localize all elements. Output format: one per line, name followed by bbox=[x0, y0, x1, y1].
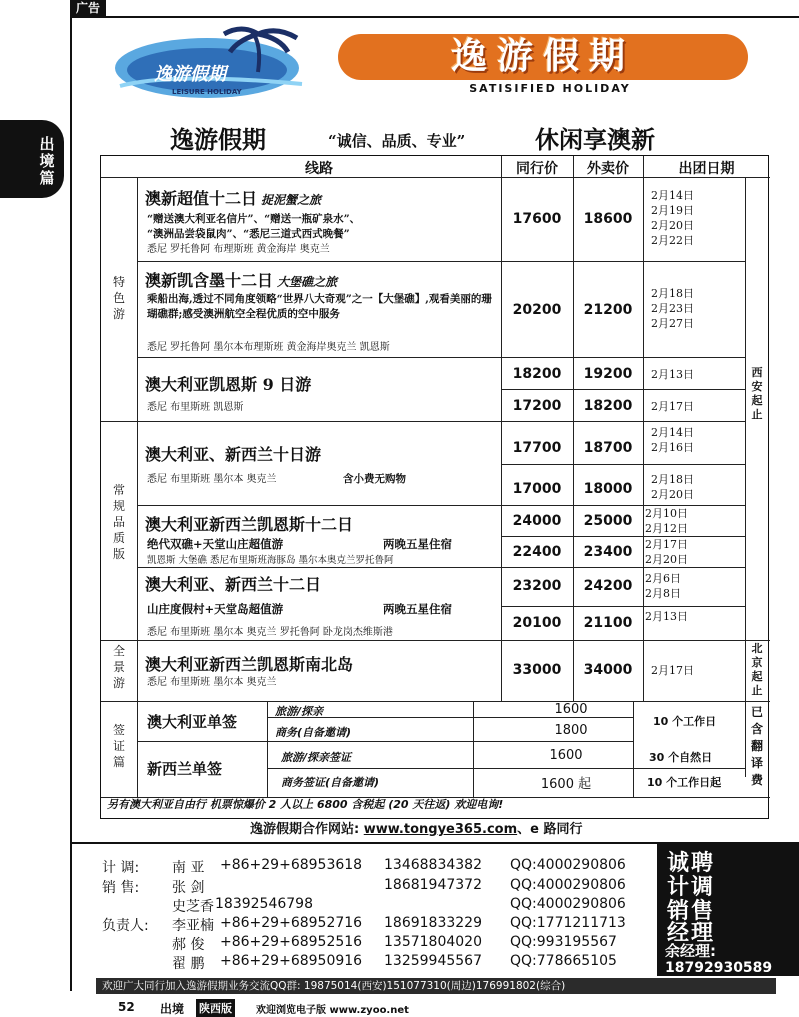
origin-char: 止 bbox=[751, 684, 763, 697]
contact-phone: +86+29+68952716 bbox=[220, 915, 363, 931]
category-label: 签证篇 bbox=[112, 723, 125, 769]
contact-role: 计 调: bbox=[102, 860, 140, 876]
route-title: 澳大利亚、新西兰十日游 bbox=[145, 445, 322, 464]
footer-promo: 欢迎浏览电子版 www.zyoo.net bbox=[256, 1005, 409, 1016]
departure-date: 2月13日 bbox=[645, 610, 688, 623]
route-highlight: 山庄度假村+天堂岛超值游 bbox=[147, 602, 284, 616]
contact-qq: QQ:778665105 bbox=[510, 953, 617, 969]
category-standard bbox=[101, 482, 137, 562]
route-hotel: 两晚五星住宿 bbox=[383, 537, 452, 551]
departure-date: 2月23日 bbox=[651, 302, 694, 315]
section-tab-char: 篇 bbox=[39, 169, 55, 187]
category-panorama bbox=[101, 643, 137, 691]
contact-name: 史芝香 bbox=[172, 899, 214, 915]
departure-date: 2月14日 bbox=[651, 426, 694, 439]
recruitment-box bbox=[657, 844, 799, 976]
route-cities: 凯恩斯 大堡礁 悉尼布里斯班海豚岛 墨尔本奥克兰罗托鲁阿 bbox=[147, 555, 394, 566]
origin-char: 止 bbox=[751, 408, 763, 421]
header-route: 线路 bbox=[305, 161, 333, 177]
peer-price: 22400 bbox=[512, 544, 562, 560]
peer-price: 20100 bbox=[512, 615, 562, 631]
departure-date: 2月20日 bbox=[651, 488, 694, 501]
origin-char: 安 bbox=[751, 380, 763, 393]
visa-time: 10 个工作日 bbox=[653, 715, 717, 728]
title-slogan: “诚信、品质、专业” bbox=[328, 132, 466, 150]
retail-price: 18600 bbox=[583, 211, 633, 227]
section-tab bbox=[0, 120, 64, 198]
website-link[interactable]: www.tongye365.com bbox=[363, 822, 518, 837]
retail-price: 18700 bbox=[583, 440, 633, 456]
top-rule bbox=[70, 16, 799, 18]
departure-dates bbox=[645, 537, 688, 567]
departure-date: 2月13日 bbox=[651, 368, 694, 381]
contact-name: 张 剑 bbox=[172, 880, 205, 896]
contact-name: 南 亚 bbox=[172, 860, 205, 876]
palm-logo bbox=[112, 24, 312, 102]
departure-date: 2月19日 bbox=[651, 204, 694, 217]
contact-phone: 18392546798 bbox=[215, 896, 313, 912]
origin-char: 起 bbox=[751, 670, 763, 683]
retail-price: 18000 bbox=[583, 481, 633, 497]
route-note: 含小费无购物 bbox=[343, 473, 406, 485]
visa-type: 商务(自备邀请) bbox=[275, 726, 352, 739]
note-char: 翻 bbox=[750, 739, 763, 753]
logo-left-text: 逸游假期 bbox=[154, 64, 226, 85]
retail-price: 25000 bbox=[583, 513, 633, 529]
retail-price: 24200 bbox=[583, 578, 633, 594]
recruit-line: 诚聘 bbox=[667, 851, 716, 876]
route-title bbox=[145, 186, 321, 209]
recruit-line: 经理 bbox=[667, 921, 716, 946]
route-subtitle: 捉泥蟹之旅 bbox=[261, 193, 322, 207]
departure-date: 2月12日 bbox=[645, 522, 688, 535]
route-cities: 悉尼 布里斯班 墨尔本 奥克兰 bbox=[147, 474, 277, 485]
visa-type: 商务签证(自备邀请) bbox=[281, 776, 380, 789]
departure-dates bbox=[651, 286, 694, 331]
departure-date: 2月27日 bbox=[651, 317, 694, 330]
title-subheading: 休闲享澳新 bbox=[535, 125, 655, 154]
route-title: 澳大利亚、新西兰十二日 bbox=[145, 575, 322, 594]
departure-date: 2月18日 bbox=[651, 473, 694, 486]
contact-phone: +86+29+68950916 bbox=[220, 953, 363, 969]
contact-mobile: 18691833229 bbox=[384, 915, 482, 931]
departure-date: 2月18日 bbox=[651, 287, 694, 300]
table-footnote: 另有澳大利亚自由行 机票惊爆价 2 人以上 6800 含税起 (20 天往返) 欢迎电询! bbox=[107, 798, 504, 811]
departure-date: 2月20日 bbox=[651, 219, 694, 232]
departure-date: 2月14日 bbox=[651, 189, 694, 202]
contact-qq: QQ:4000290806 bbox=[510, 896, 626, 912]
recruit-line: 销售 bbox=[667, 899, 716, 924]
route-title: 澳大利亚新西兰凯恩斯十二日 bbox=[145, 515, 354, 534]
departure-date: 2月22日 bbox=[651, 234, 694, 247]
contact-mobile: 18681947372 bbox=[384, 877, 482, 893]
header-peer-price: 同行价 bbox=[516, 161, 558, 177]
qq-group-strip: 欢迎广大同行加入逸游假期业务交流QQ群: 19875014(西安)151077310(周边)176991802(综合) bbox=[96, 978, 776, 994]
visa-type: 旅游/探亲签证 bbox=[281, 751, 352, 764]
origin-char: 西 bbox=[751, 366, 763, 379]
route-cities: 悉尼 罗托鲁阿 布理斯班 黄金海岸 奥克兰 bbox=[147, 244, 330, 255]
visa-price: 1600 起 bbox=[540, 777, 592, 792]
contact-phone: +86+29+68953618 bbox=[220, 857, 363, 873]
route-name: 澳新凯含墨十二日 bbox=[145, 271, 274, 290]
route-title bbox=[145, 268, 337, 291]
visa-price: 1600 bbox=[554, 702, 588, 717]
route-hotel: 两晚五星住宿 bbox=[383, 602, 452, 616]
route-cities: 悉尼 布里斯班 墨尔本 奥克兰 bbox=[147, 677, 277, 688]
category-label: 常规品质版 bbox=[112, 483, 125, 561]
visa-nz-label: 新西兰单签 bbox=[147, 760, 223, 778]
note-char: 已 bbox=[750, 705, 763, 719]
header-departure: 出团日期 bbox=[678, 161, 735, 177]
route-table bbox=[100, 155, 769, 819]
contact-role: 负责人: bbox=[102, 918, 149, 934]
category-visa bbox=[101, 722, 137, 770]
route-title: 澳大利亚新西兰凯恩斯南北岛 bbox=[145, 655, 354, 674]
contact-phone: +86+29+68952516 bbox=[220, 934, 363, 950]
retail-price: 21100 bbox=[583, 615, 633, 631]
departure-date: 2月17日 bbox=[651, 400, 694, 413]
peer-price: 24000 bbox=[512, 513, 562, 529]
contact-qq: QQ:4000290806 bbox=[510, 857, 626, 873]
note-char: 译 bbox=[750, 756, 763, 770]
departure-date: 2月17日 bbox=[645, 538, 688, 551]
edition-badge: 陕西版 bbox=[196, 999, 235, 1017]
peer-price: 17700 bbox=[512, 440, 562, 456]
note-char: 费 bbox=[750, 773, 763, 787]
contact-qq: QQ:4000290806 bbox=[510, 877, 626, 893]
route-cities: 悉尼 布里斯班 凯恩斯 bbox=[147, 402, 244, 413]
partner-website bbox=[250, 818, 582, 837]
brand-tagline: SATISIFIED HOLIDAY bbox=[469, 82, 631, 95]
section-tab-char: 出 bbox=[39, 135, 55, 153]
departure-dates bbox=[651, 472, 694, 502]
peer-price: 23200 bbox=[512, 578, 562, 594]
ad-tag: 广告 bbox=[70, 0, 106, 16]
footer-section: 出境 bbox=[160, 1002, 185, 1016]
route-highlight: 乘船出海,透过不同角度领略“世界八大奇观”之一【大堡礁】,观看美丽的珊瑚礁群;感受澳洲航空全程优质的空中服务 bbox=[147, 293, 492, 320]
category-label: 特色游 bbox=[112, 275, 125, 321]
visa-price: 1800 bbox=[554, 723, 588, 738]
page-number: 52 bbox=[118, 1000, 135, 1014]
retail-price: 19200 bbox=[583, 366, 633, 382]
contact-name: 李亚楠 bbox=[172, 918, 214, 934]
note-char: 含 bbox=[750, 722, 763, 736]
origin-char: 北 bbox=[751, 642, 763, 655]
retail-price: 23400 bbox=[583, 544, 633, 560]
visa-time: 30 个自然日 bbox=[649, 751, 713, 764]
peer-price: 17200 bbox=[512, 398, 562, 414]
retail-price: 34000 bbox=[583, 662, 633, 678]
route-cities: 悉尼 布里斯班 墨尔本 奥克兰 罗托鲁阿 卧龙岗杰维斯港 bbox=[147, 627, 393, 638]
website-suffix: 、e 路同行 bbox=[517, 822, 583, 837]
route-highlight: “澳洲品尝袋鼠肉”、“悉尼三道式西式晚餐” bbox=[147, 228, 350, 240]
departure-dates bbox=[651, 188, 694, 248]
recruit-manager: 余经理: bbox=[665, 942, 716, 960]
route-name: 澳新超值十二日 bbox=[145, 189, 258, 208]
origin-char: 起 bbox=[751, 394, 763, 407]
origin-beijing bbox=[749, 642, 765, 698]
departure-dates bbox=[645, 506, 688, 536]
left-rule bbox=[70, 16, 72, 991]
route-highlight: 绝代双礁+天堂山庄超值游 bbox=[147, 537, 284, 551]
visa-australia-label: 澳大利亚单签 bbox=[147, 713, 238, 731]
departure-dates bbox=[651, 425, 694, 455]
departure-date: 2月16日 bbox=[651, 441, 694, 454]
departure-dates bbox=[645, 571, 681, 601]
peer-price: 17600 bbox=[512, 211, 562, 227]
departure-date: 2月8日 bbox=[645, 587, 681, 600]
brand-logo: 逸游假期 bbox=[338, 34, 748, 80]
departure-date: 2月20日 bbox=[645, 553, 688, 566]
category-label: 全景游 bbox=[112, 644, 125, 690]
contact-mobile: 13571804020 bbox=[384, 934, 482, 950]
origin-char: 京 bbox=[751, 656, 763, 669]
category-featured bbox=[101, 274, 137, 322]
departure-date: 2月6日 bbox=[645, 572, 681, 585]
website-label: 逸游假期合作网站: bbox=[250, 822, 360, 837]
contact-role: 销 售: bbox=[102, 880, 140, 896]
origin-xian bbox=[749, 366, 765, 422]
header-retail-price: 外卖价 bbox=[587, 161, 629, 177]
retail-price: 18200 bbox=[583, 398, 633, 414]
contact-qq: QQ:1771211713 bbox=[510, 915, 626, 931]
contact-name: 翟 鹏 bbox=[172, 956, 205, 972]
contact-qq: QQ:993195567 bbox=[510, 934, 617, 950]
route-highlight: “赠送澳大利亚名信片”、“赠送一瓶矿泉水”、 bbox=[147, 213, 361, 225]
section-tab-char: 境 bbox=[39, 152, 55, 170]
route-cities: 悉尼 罗托鲁阿 墨尔本布理斯班 黄金海岸奥克兰 凯恩斯 bbox=[147, 342, 390, 353]
visa-time: 10 个工作日起 bbox=[647, 776, 722, 789]
visa-price: 1600 bbox=[549, 748, 583, 763]
retail-price: 21200 bbox=[583, 302, 633, 318]
departure-date: 2月10日 bbox=[645, 507, 688, 520]
page-title: 逸游假期 bbox=[170, 125, 266, 154]
peer-price: 33000 bbox=[512, 662, 562, 678]
recruit-phone: 18792930589 bbox=[665, 960, 773, 976]
route-subtitle: 大堡礁之旅 bbox=[277, 275, 338, 289]
contact-mobile: 13468834382 bbox=[384, 857, 482, 873]
visa-type: 旅游/探亲 bbox=[275, 705, 324, 718]
peer-price: 20200 bbox=[512, 302, 562, 318]
peer-price: 18200 bbox=[512, 366, 562, 382]
translation-fee-note bbox=[749, 704, 765, 789]
contact-mobile: 13259945567 bbox=[384, 953, 482, 969]
peer-price: 17000 bbox=[512, 481, 562, 497]
recruit-line: 计调 bbox=[667, 875, 716, 900]
logo-left-caption: LEISURE HOLIDAY bbox=[172, 88, 242, 96]
contact-name: 郝 俊 bbox=[172, 937, 205, 953]
route-title: 澳大利亚凯恩斯 9 日游 bbox=[145, 375, 312, 394]
departure-date: 2月17日 bbox=[651, 664, 694, 677]
